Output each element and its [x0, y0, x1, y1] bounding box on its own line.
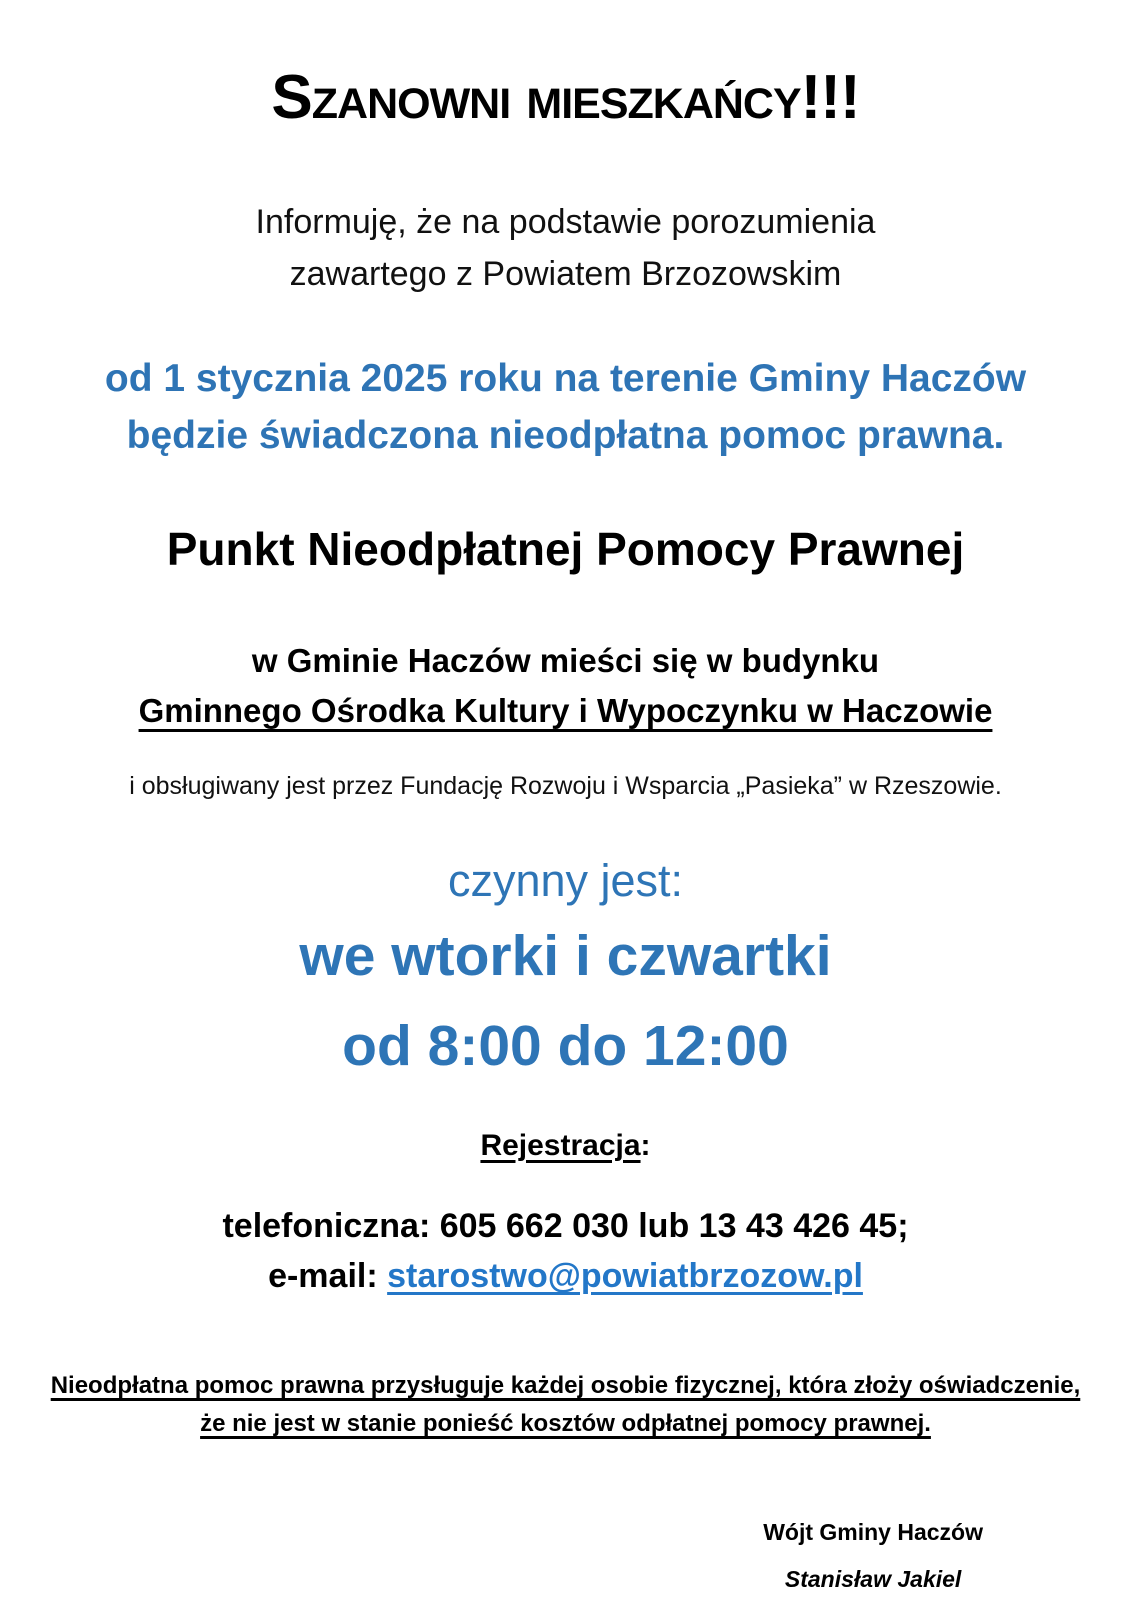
registration-label: Rejestracja [480, 1129, 641, 1163]
disclaimer-line-2: że nie jest w stanie ponieść kosztów odpłatnej pomocy prawnej. [200, 1410, 931, 1438]
disclaimer-paragraph [0, 1367, 1131, 1443]
registration-colon: : [640, 1129, 651, 1163]
intro-line-2: zawartego z Powiatem Brzozowskim [289, 255, 842, 294]
legal-aid-point-name: Punkt Nieodpłatnej Pomocy Prawnej [166, 523, 965, 576]
contact-block [0, 1201, 1131, 1301]
announcement-line-2: będzie świadczona nieodpłatna pomoc prawna. [126, 414, 1005, 458]
email-link[interactable]: starostwo@powiatbrzozow.pl [387, 1257, 863, 1296]
email-label: e-mail: [268, 1257, 378, 1296]
opening-days: we wtorki i czwartki [299, 924, 832, 989]
announcement-line-1: od 1 stycznia 2025 roku na terenie Gminy Haczów [104, 357, 1027, 401]
intro-line-1: Informuję, że na podstawie porozumienia [255, 203, 876, 242]
intro-paragraph [0, 196, 1131, 300]
location-line-2: Gminnego Ośrodka Kultury i Wypoczynku w Haczowie [138, 692, 993, 730]
signature-name: Stanisław Jakiel [784, 1566, 962, 1593]
signature-role: Wójt Gminy Haczów [763, 1519, 983, 1546]
signature-block [763, 1519, 983, 1593]
opening-hours-label: czynny jest: [447, 855, 684, 907]
operator-note: i obsługiwany jest przez Fundację Rozwoju i Wsparcia „Pasieka” w Rzeszowie. [129, 772, 1002, 801]
opening-time: od 8:00 do 12:00 [342, 1014, 789, 1079]
location-paragraph [0, 636, 1131, 736]
registration-heading [0, 1129, 1131, 1163]
location-line-1: w Gminie Haczów mieści się w budynku [251, 642, 880, 680]
email-line [0, 1251, 1131, 1301]
phone-line: telefoniczna: 605 662 030 lub 13 43 426 45; [222, 1207, 909, 1246]
disclaimer-line-1: Nieodpłatna pomoc prawna przysługuje każdej osobie fizycznej, która złoży oświadczenie, [50, 1372, 1081, 1400]
page-title: Szanowni mieszkańcy!!! [271, 63, 860, 132]
legal-aid-announcement [0, 350, 1131, 464]
